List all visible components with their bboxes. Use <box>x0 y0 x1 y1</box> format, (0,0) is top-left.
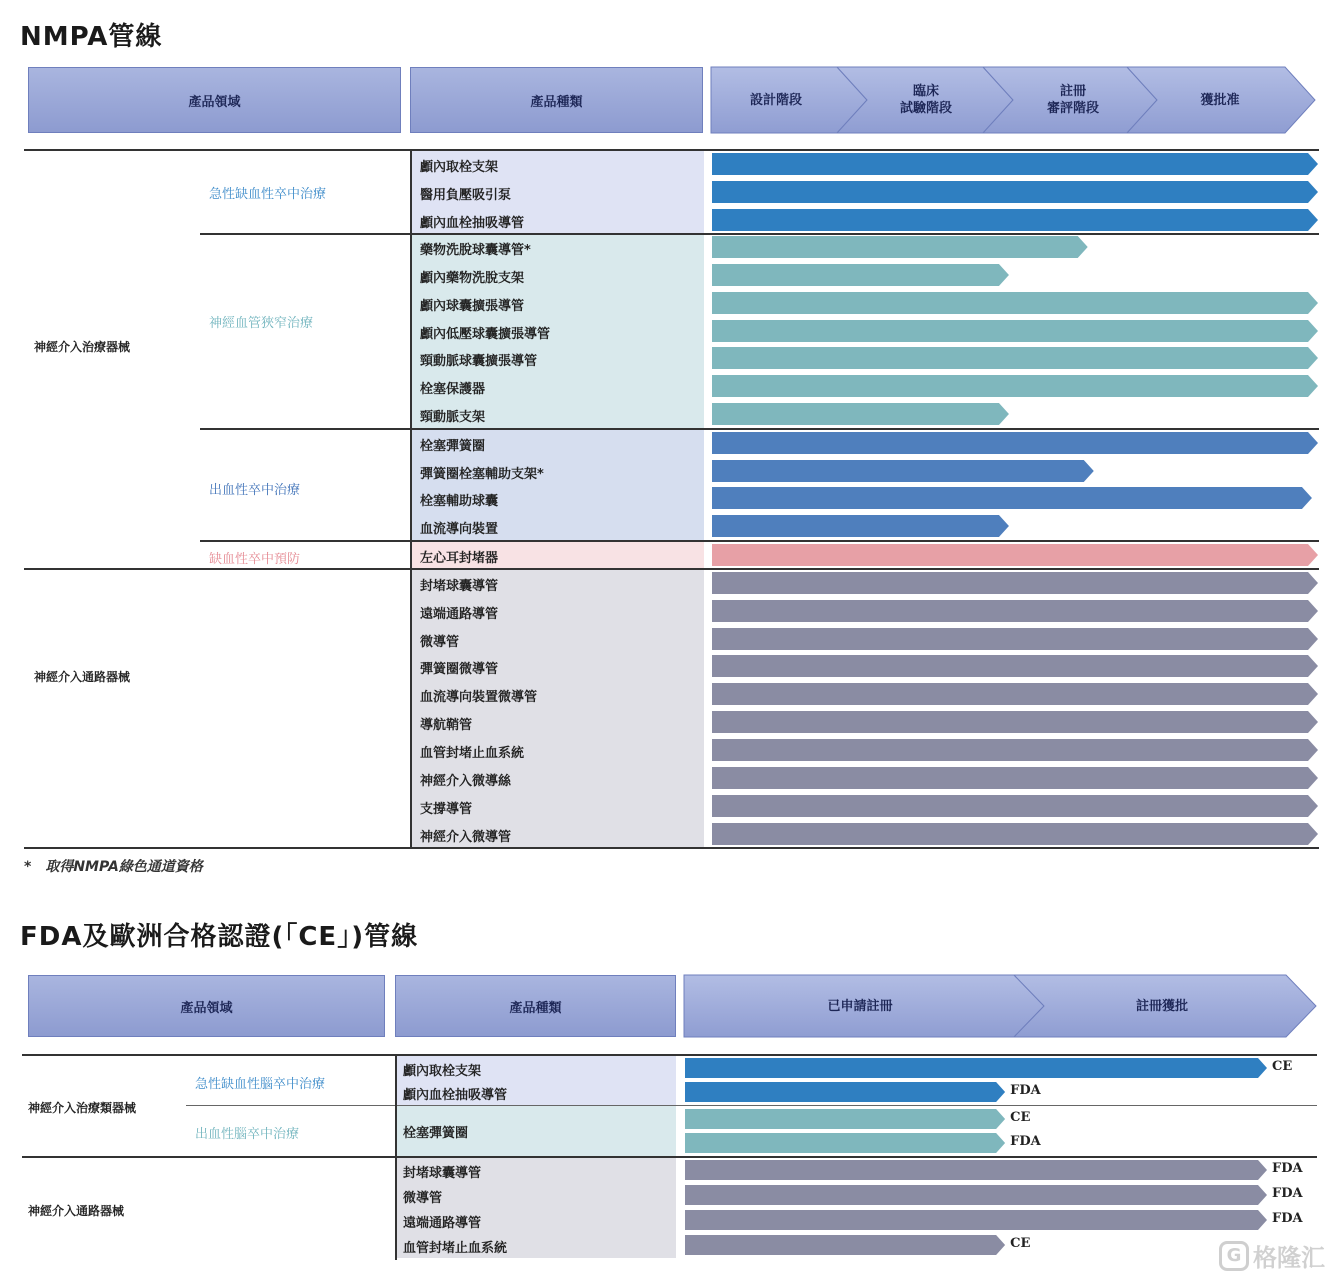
nmpa-product-label: 神經介入微導絲 <box>420 774 512 789</box>
fda-bar <box>685 1235 1005 1255</box>
nmpa-product-label: 導航鞘管 <box>420 718 473 733</box>
fda-bar <box>685 1133 1005 1153</box>
nmpa-footnote: * 取得NMPA綠色通道資格 <box>24 859 203 875</box>
nmpa-product-label: 顱內取栓支架 <box>420 160 499 175</box>
fda-bar <box>685 1082 1005 1102</box>
fda-bar-status-label: CE <box>1272 1059 1293 1074</box>
fda-product-label: 血管封堵止血系統 <box>403 1241 508 1256</box>
nmpa-product-label: 顱內球囊擴張導管 <box>420 299 525 314</box>
fda-bar-status-label: FDA <box>1272 1161 1303 1176</box>
watermark-text: 格隆汇 <box>1253 1244 1325 1272</box>
nmpa-product-label: 栓塞輔助球囊 <box>420 494 499 509</box>
fda-product-label: 顱內血栓抽吸導管 <box>403 1088 508 1103</box>
nmpa-stage-label-2: 臨床 試驗階段 <box>899 84 952 116</box>
nmpa-product-label: 顱內藥物洗脫支架 <box>420 271 525 286</box>
fda-bar <box>685 1185 1267 1205</box>
nmpa-header-domain: 產品領域 <box>28 67 401 133</box>
nmpa-product-label: 血管封堵止血系統 <box>420 746 525 761</box>
fda-bar-status-label: FDA <box>1010 1134 1041 1149</box>
fda-header-product: 產品種類 <box>395 975 676 1037</box>
nmpa-product-label: 藥物洗脫球囊導管* <box>420 243 531 258</box>
nmpa-sub-hemorrhagic: 出血性卒中治療 <box>209 483 301 498</box>
nmpa-product-label: 微導管 <box>420 635 460 650</box>
nmpa-stage-label-1: 設計階段 <box>749 92 802 108</box>
fda-bar-status-label: CE <box>1010 1236 1031 1251</box>
fda-bar-status-label: FDA <box>1010 1083 1041 1098</box>
fda-bar <box>685 1058 1267 1078</box>
fda-category-access: 神經介入通路器械 <box>28 1204 125 1218</box>
nmpa-category-access: 神經介入通路器械 <box>34 670 131 684</box>
nmpa-product-label: 栓塞彈簧圈 <box>420 439 486 454</box>
fda-stage-label-1: 已申請註冊 <box>827 998 893 1014</box>
fda-bar-status-label: FDA <box>1272 1186 1303 1201</box>
fda-product-label: 栓塞彈簧圈 <box>403 1126 469 1141</box>
fda-bar-status-label: CE <box>1010 1110 1031 1125</box>
nmpa-product-label: 頸動脈支架 <box>420 410 486 425</box>
fda-product-label: 遠端通路導管 <box>403 1216 482 1231</box>
nmpa-stage-label-3: 註冊 審評階段 <box>1046 84 1099 116</box>
nmpa-sub-acute: 急性缺血性卒中治療 <box>209 187 327 202</box>
fda-bar <box>685 1210 1267 1230</box>
nmpa-stage-label-4: 獲批准 <box>1200 92 1240 108</box>
nmpa-product-label: 神經介入微導管 <box>420 830 512 845</box>
nmpa-sub-stenosis: 神經血管狹窄治療 <box>209 316 314 331</box>
fda-bar-status-label: FDA <box>1272 1211 1303 1226</box>
nmpa-product-label: 封堵球囊導管 <box>420 579 499 594</box>
nmpa-product-label: 頸動脈球囊擴張導管 <box>420 354 538 369</box>
nmpa-product-label: 栓塞保護器 <box>420 382 486 397</box>
nmpa-product-label: 彈簧圈微導管 <box>420 662 499 677</box>
nmpa-product-label: 顱內血栓抽吸導管 <box>420 216 525 231</box>
nmpa-product-label: 遠端通路導管 <box>420 607 499 622</box>
fda-title: FDA及歐洲合格認證(「CE」)管線 <box>20 922 419 952</box>
fda-bar <box>685 1109 1005 1129</box>
fda-category-therapy: 神經介入治療類器械 <box>28 1101 137 1115</box>
nmpa-sub-prevention: 缺血性卒中預防 <box>209 552 301 567</box>
nmpa-product-label: 醫用負壓吸引泵 <box>420 188 512 203</box>
nmpa-category-therapy: 神經介入治療器械 <box>34 340 131 354</box>
fda-product-label: 封堵球囊導管 <box>403 1166 482 1181</box>
fda-sub-acute: 急性缺血性腦卒中治療 <box>195 1077 326 1092</box>
fda-stage-label-2: 註冊獲批 <box>1135 998 1188 1014</box>
watermark <box>1219 1238 1325 1273</box>
nmpa-title: NMPA管線 <box>20 22 163 52</box>
nmpa-product-label: 血流導向裝置微導管 <box>420 690 538 705</box>
nmpa-product-label: 支撐導管 <box>420 802 473 817</box>
fda-sub-hemorrhagic: 出血性腦卒中治療 <box>195 1127 300 1142</box>
fda-bar <box>685 1160 1267 1180</box>
nmpa-product-label: 左心耳封堵器 <box>420 551 499 566</box>
nmpa-header-product: 產品種類 <box>410 67 703 133</box>
watermark-logo-icon: G <box>1219 1241 1249 1271</box>
fda-product-label: 微導管 <box>403 1191 443 1206</box>
nmpa-product-label: 彈簧圈栓塞輔助支架* <box>420 467 544 482</box>
fda-header-domain: 產品領域 <box>28 975 385 1037</box>
nmpa-product-label: 顱內低壓球囊擴張導管 <box>420 327 551 342</box>
nmpa-product-label: 血流導向裝置 <box>420 522 499 537</box>
fda-product-label: 顱內取栓支架 <box>403 1064 482 1079</box>
